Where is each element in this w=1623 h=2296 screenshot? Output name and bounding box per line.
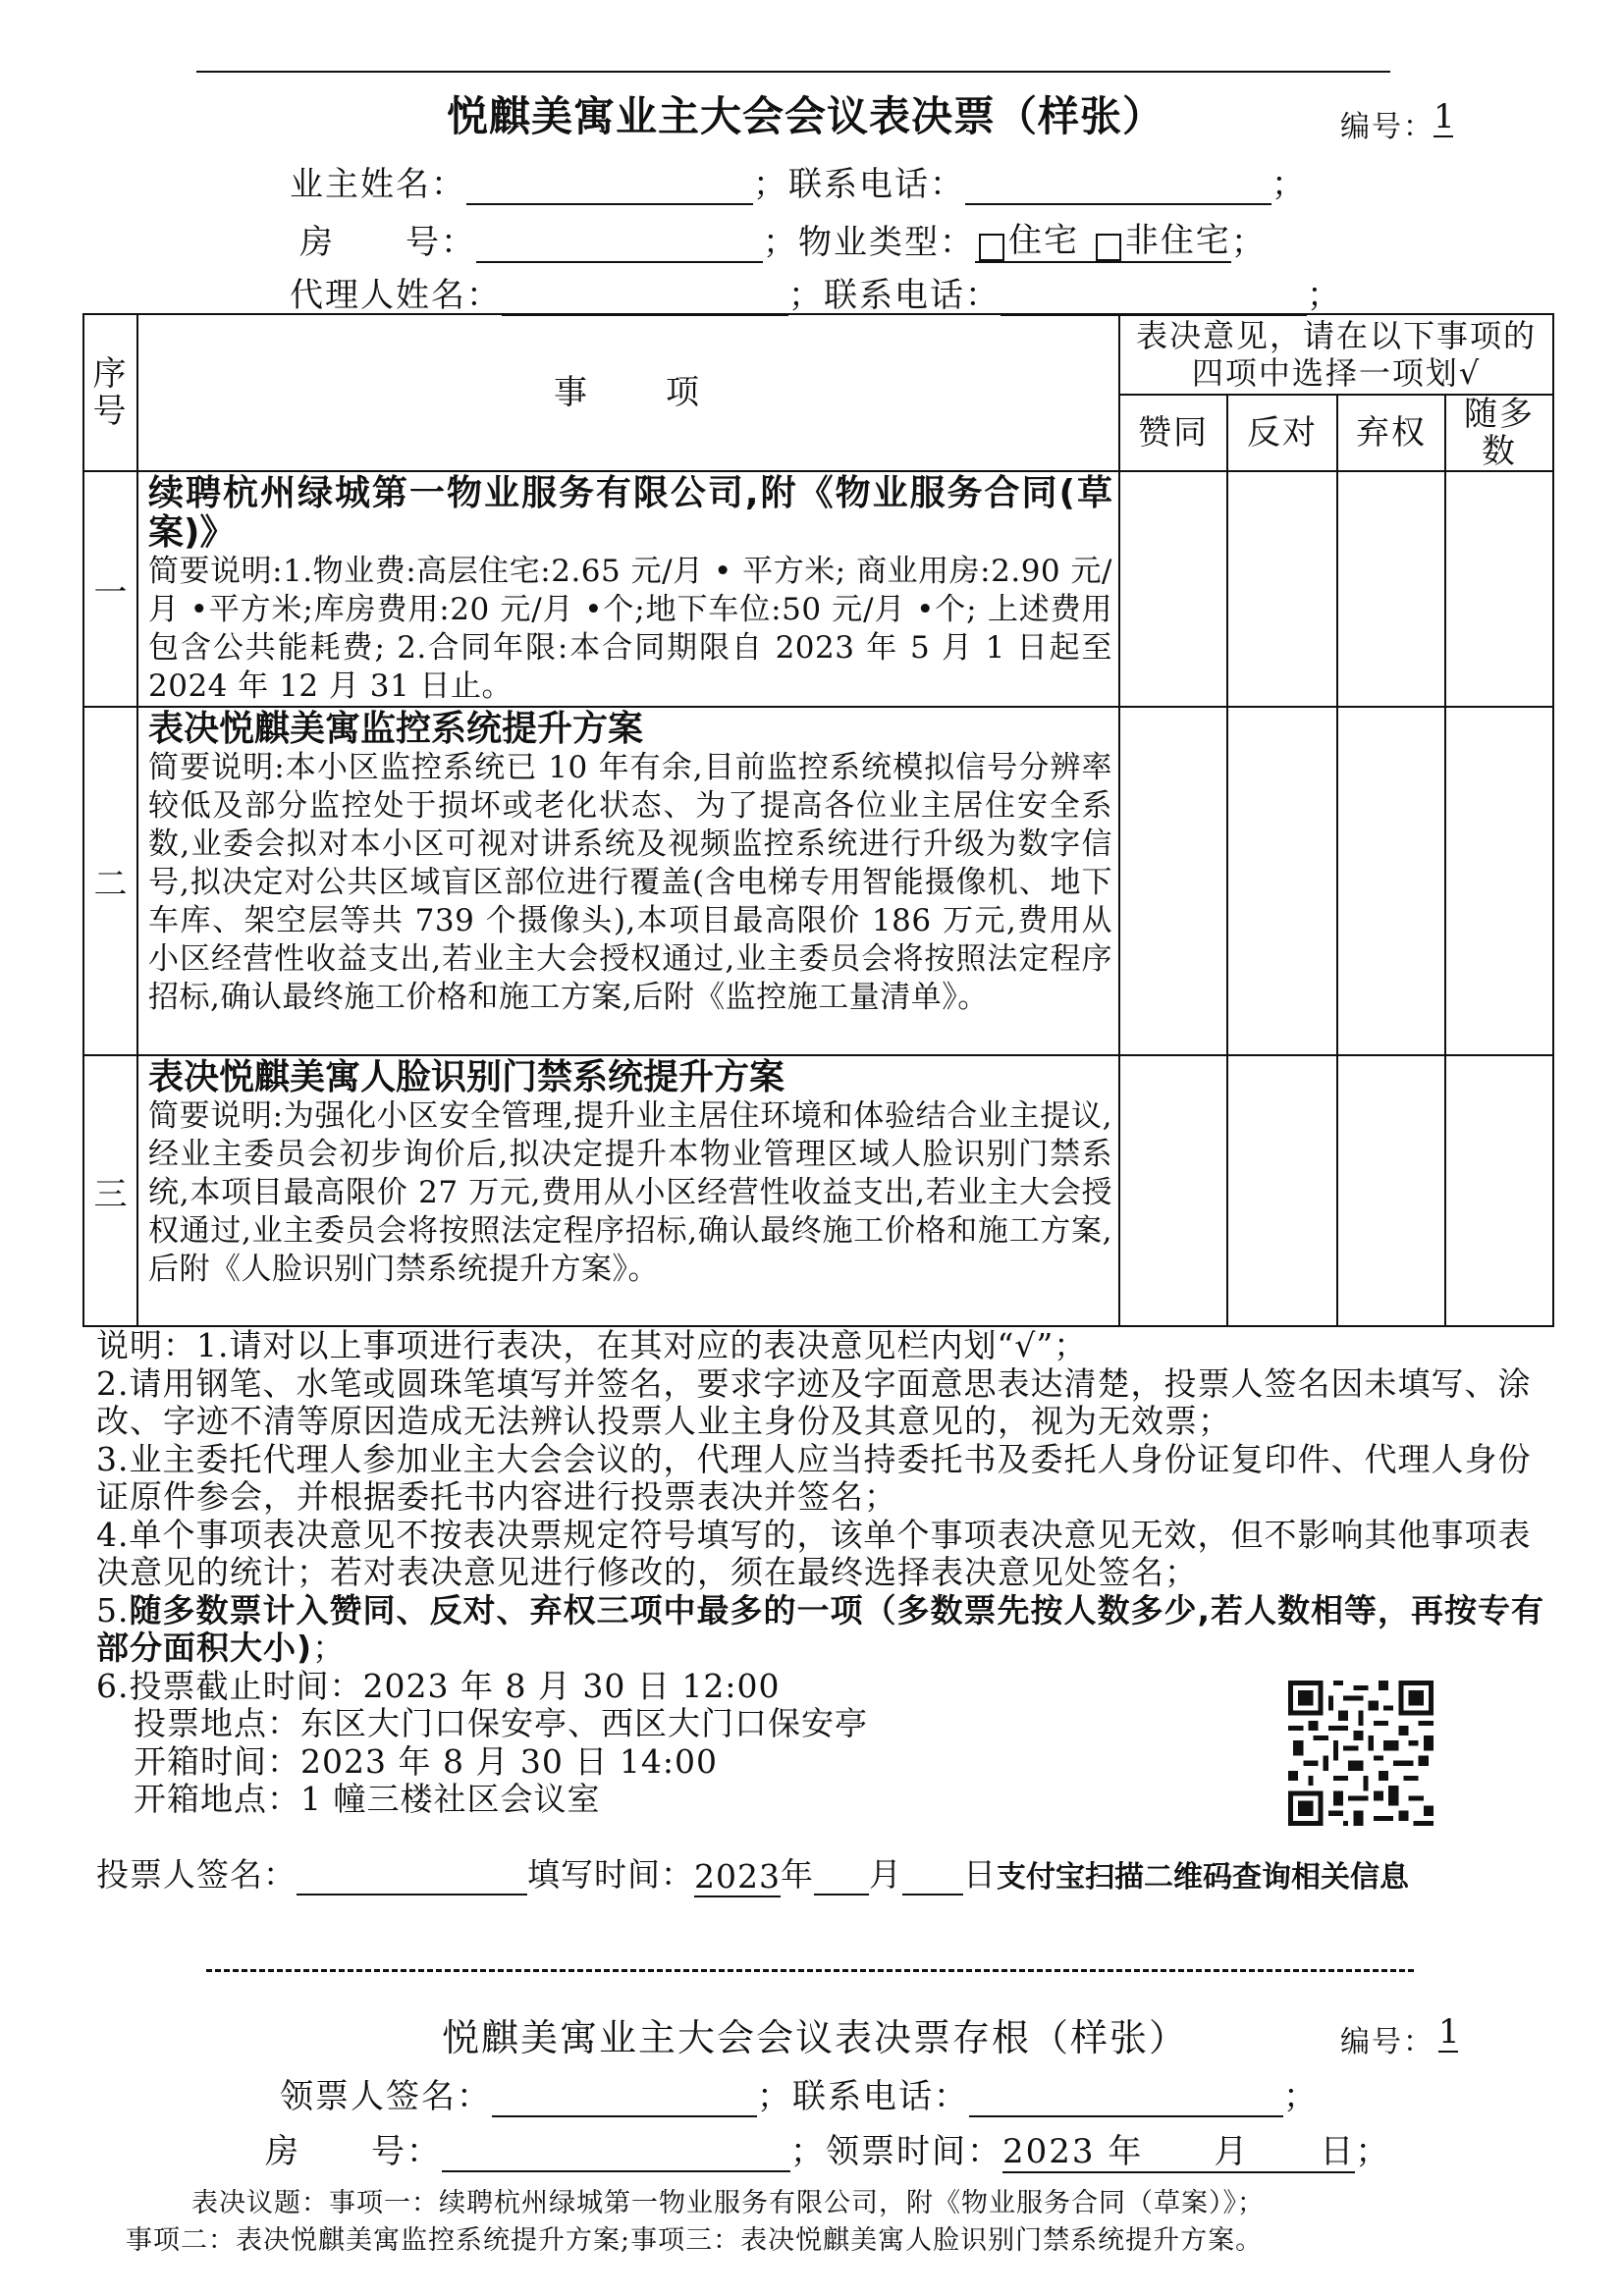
stub-room-row: [265, 2124, 1390, 2172]
vote-cell-agree[interactable]: [1119, 707, 1227, 1055]
row-end: ；: [1230, 223, 1267, 262]
row-end: ；: [1307, 276, 1342, 315]
property-type-label: ；物业类型：: [763, 223, 975, 262]
note-5-text: 随多数票计入赞同、反对、弃权三项中最多的一项（多数票先按人数多少,若人数相等，再按专有部分面积大小): [96, 1590, 1545, 1667]
serial-label: 编号：: [1340, 110, 1434, 144]
owner-name-input[interactable]: [466, 170, 753, 205]
room-label: 房 号：: [299, 223, 476, 262]
vote-cell-oppose[interactable]: [1227, 471, 1337, 707]
proxy-name-input[interactable]: [502, 281, 788, 316]
room-input[interactable]: [476, 228, 763, 263]
fill-year: 2023: [694, 1857, 781, 1896]
phone-label: ；联系电话：: [753, 165, 965, 204]
option-abstain-header: 弃权: [1337, 395, 1445, 471]
stub-receiver-row: [280, 2069, 1319, 2117]
item-cell: [137, 707, 1119, 1055]
serial-value: 1: [1434, 97, 1455, 136]
vote-cell-abstain[interactable]: [1337, 1055, 1445, 1326]
item-description: 简要说明:为强化小区安全管理,提升业主居住环境和体验结合业主提议,经业主委员会初步询价后,拟决定提升本物业管理区域人脸识别门禁系统,本项目最高限价 27 万元,费用从小区经营性收益支出,若业主大会授权通过,业主委员会将按照法定程序招标,确认最终施工价格和施工方案,后附《人脸识别门禁系统提升方案》。: [148, 1098, 1112, 1287]
stub-topics-1: 表决议题：事项一：续聘杭州绿城第一物业服务有限公司，附《物业服务合同（草案）》；: [191, 2188, 1265, 2218]
stub-get-time-label: ；领票时间：: [790, 2132, 1002, 2171]
vote-cell-oppose[interactable]: [1227, 707, 1337, 1055]
note-3: 3.业主委托代理人参加业主大会会议的，代理人应当持委托书及委托人身份证复印件、代理人身份证原件参会，并根据委托书内容进行投票表决并签名；: [96, 1439, 1532, 1516]
voter-signature-input[interactable]: [297, 1860, 527, 1896]
vote-cell-follow-majority[interactable]: [1445, 471, 1553, 707]
vote-cell-agree[interactable]: [1119, 471, 1227, 707]
room-info-row: [299, 213, 1267, 263]
proxy-phone-input[interactable]: [1001, 281, 1307, 316]
option-follow-majority-header: 随多数: [1445, 395, 1553, 471]
qr-hint: 支付宝扫描二维码查询相关信息: [996, 1860, 1409, 1895]
table-row: [83, 1055, 1553, 1326]
note-1: 说明：1.请对以上事项进行表决，在其对应的表决意见栏内划“√”；: [96, 1326, 1088, 1364]
note-6-open-time: 开箱时间：2023 年 8 月 30 日 14:00: [134, 1741, 719, 1781]
table-row: [83, 471, 1553, 707]
row-end: ；: [1283, 2077, 1319, 2116]
phone-input[interactable]: [965, 170, 1271, 205]
note-4: 4.单个事项表决意见不按表决票规定符号填写的，该单个事项表决意见无效，但不影响其他事项表决意见的统计；若对表决意见进行修改的，须在最终选择表决意见处签名；: [96, 1515, 1532, 1591]
option-oppose-header: 反对: [1227, 395, 1337, 471]
row-end: ；: [1355, 2132, 1391, 2171]
stub-title: 悦麒美寓业主大会会议表决票存根（样张）: [442, 2016, 1189, 2059]
fill-month-input[interactable]: [814, 1860, 869, 1896]
stub-receiver-label: 领票人签名：: [280, 2077, 492, 2116]
page-title: 悦麒美寓业主大会会议表决票（样张）: [447, 92, 1165, 140]
row-end: ；: [1271, 165, 1307, 204]
stub-topics-2: 事项二：表决悦麒美寓监控系统提升方案;事项三：表决悦麒美寓人脸识别门禁系统提升方案。: [126, 2225, 1264, 2256]
residential-label: 住宅: [1008, 221, 1079, 260]
note-2: 2.请用钢笔、水笔或圆珠笔填写并签名，要求字迹及字面意思表达清楚，投票人签名因未填写、涂改、字迹不清等原因造成无法辨认投票人业主身份及其意见的，视为无效票；: [96, 1363, 1532, 1440]
vote-cell-oppose[interactable]: [1227, 1055, 1337, 1326]
stub-serial-value: 1: [1438, 2012, 1460, 2052]
fill-time-label: 填写时间：: [527, 1855, 694, 1894]
item-cell: [137, 471, 1119, 707]
item-cell: [137, 1055, 1119, 1326]
fill-day-input[interactable]: [902, 1860, 963, 1896]
col-opinion-header: 表决意见，请在以下事项的四项中选择一项划√: [1119, 314, 1553, 395]
vote-cell-abstain[interactable]: [1337, 707, 1445, 1055]
row-number: 一: [83, 471, 137, 707]
stub-serial-label: 编号：: [1340, 2025, 1434, 2059]
stub-date[interactable]: 2023 年 月 日: [1002, 2132, 1356, 2171]
vote-cell-follow-majority[interactable]: [1445, 1055, 1553, 1326]
item-description: 简要说明:本小区监控系统已 10 年有余,目前监控系统模拟信号分辨率较低及部分监控处于损坏或老化状态、为了提高各位业主居住安全系数,业委会拟对本小区可视对讲系统及视频监控系统进行升级为数字信号,拟决定对公共区域盲区部位进行覆盖(含电梯专用智能摄像机、地下车库、架空层等共 739 个摄像头),本项目最高限价 186 万元,费用从小区经营性收益支出,若业主大会授权通过,业主委员会将按照法定程序招标,确认最终施工价格和施工方案,后附《监控施工量清单》。: [148, 750, 1112, 1015]
vote-cell-abstain[interactable]: [1337, 471, 1445, 707]
item-description: 简要说明:1.物业费:高层住宅:2.65 元/月 • 平方米; 商业用房:2.90 元/月 •平方米;库房费用:20 元/月 •个;地下车位:50 元/月 •个; 上述费用包含公共能耗费; 2.合同年限:本合同期限自 2023 年 5 月 1 日起至 2024 年 12 月 31 日止。: [148, 554, 1112, 704]
row-number: 三: [83, 1055, 137, 1326]
note-5-end: ；: [312, 1629, 347, 1667]
stub-room-input[interactable]: [442, 2137, 790, 2172]
item-title: 续聘杭州绿城第一物业服务有限公司,附《物业服务合同(草案)》: [148, 473, 1112, 553]
proxy-name-label: 代理人姓名：: [290, 276, 502, 315]
vote-cell-follow-majority[interactable]: [1445, 707, 1553, 1055]
stub-room-label: 房 号：: [265, 2132, 442, 2171]
signature-row: [96, 1849, 1409, 1896]
non-residential-checkbox[interactable]: [1096, 234, 1121, 261]
stub-phone-label: ；联系电话：: [757, 2077, 969, 2116]
day-unit: 日: [962, 1855, 997, 1894]
note-5: [96, 1592, 1551, 1668]
residential-checkbox[interactable]: [979, 234, 1004, 261]
note-6-location: 投票地点：东区大门口保安亭、西区大门口保安亭: [134, 1704, 868, 1742]
year-unit: 年: [780, 1855, 814, 1894]
owner-info-row: [290, 157, 1307, 205]
stub-receiver-input[interactable]: [492, 2082, 757, 2117]
option-agree-header: 赞同: [1119, 395, 1227, 471]
proxy-phone-label: ；联系电话：: [788, 276, 1001, 315]
row-number: 二: [83, 707, 137, 1055]
item-title: 表决悦麒美寓监控系统提升方案: [148, 709, 644, 749]
col-no-header: 序号: [83, 314, 137, 471]
item-title: 表决悦麒美寓人脸识别门禁系统提升方案: [148, 1057, 785, 1097]
col-item-header: 事 项: [137, 314, 1119, 471]
vote-cell-agree[interactable]: [1119, 1055, 1227, 1326]
stub-phone-input[interactable]: [969, 2082, 1283, 2117]
note-6-open-place: 开箱地点：1 幢三楼社区会议室: [134, 1780, 601, 1818]
vote-table: [82, 313, 1554, 1327]
qr-code-icon[interactable]: [1288, 1681, 1434, 1826]
non-residential-label: 非住宅: [1124, 221, 1231, 260]
table-row: [83, 707, 1553, 1055]
proxy-info-row: [290, 268, 1342, 316]
note-6: 6.投票截止时间：2023 年 8 月 30 日 12:00: [96, 1666, 781, 1705]
note-5-number: 5.: [96, 1590, 130, 1629]
owner-name-label: 业主姓名：: [290, 165, 466, 204]
cut-line: [206, 1969, 1414, 1972]
voter-signature-label: 投票人签名：: [96, 1855, 297, 1894]
month-unit: 月: [868, 1855, 902, 1894]
top-rule: [196, 71, 1390, 73]
